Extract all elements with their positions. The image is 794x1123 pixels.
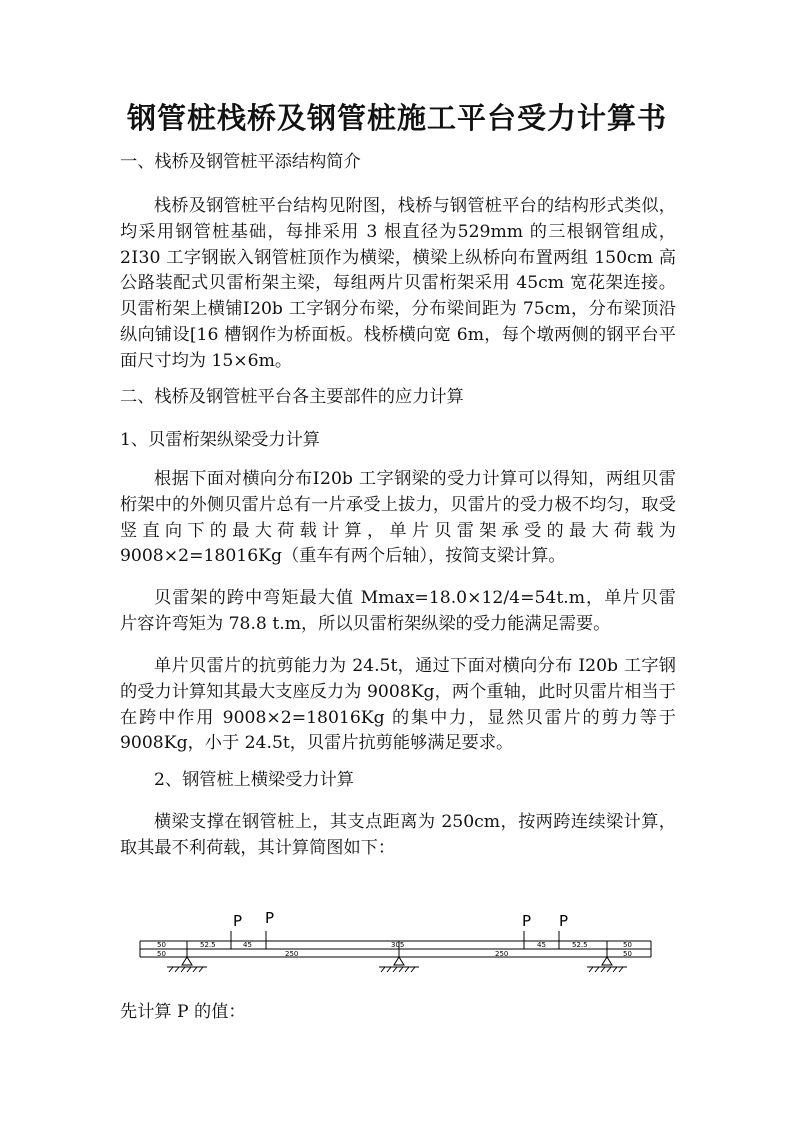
dim-top-7: 50	[623, 941, 632, 949]
dim-bottom-1: 50	[157, 950, 166, 958]
section-2-1-paragraph-3: 单片贝雷片的抗剪能力为 24.5t，通过下面对横向分布 I20b 工字钢的受力计算知其最大支座反力为 9008Kg，两个重轴，此时贝雷片相当于在跨中作用 9008×2=18016Kg 的集中力，显然贝雷片的剪力等于 9008Kg，小于 24.5t，贝雷片抗剪能够满足要求。	[120, 656, 676, 754]
section-2-heading: 二、栈桥及钢管桩平台各主要部件的应力计算	[120, 387, 464, 407]
section-2-1-paragraph-2: 贝雷架的跨中弯矩最大值 Mmax=18.0×12/4=54t.m，单片贝雷片容许弯矩为 78.8 t.m，所以贝雷桁架纵梁的受力能满足需要。	[120, 588, 676, 634]
dim-bottom-4: 50	[623, 950, 632, 958]
section-2-1-heading: 1、贝雷桁架纵梁受力计算	[120, 430, 320, 450]
dim-top-6: 52.5	[572, 941, 588, 949]
support-right	[587, 957, 627, 972]
section-2-2-heading: 2、钢管桩上横梁受力计算	[154, 770, 354, 790]
load-p-3: P	[522, 912, 532, 930]
dim-top-5: 45	[537, 941, 546, 949]
dim-top-4: 305	[391, 941, 405, 949]
section-1-paragraph: 栈桥及钢管桩平台结构见附图，栈桥与钢管桩平台的结构形式类似，均采用钢管桩基础，每排采用 3 根直径为529mm 的三根钢管组成，2Ⅰ30 工字钢嵌入钢管桩顶作为横梁，横梁上纵桥向布置两组 150cm 高公路装配式贝雷桁架主梁，每组两片贝雷桁架采用 45cm 宽花架连接。贝雷桁架上横铺Ⅰ20b 工字钢分布梁，分布梁间距为 75cm，分布梁顶沿纵向铺设[16 槽钢作为桥面板。栈桥横向宽 6m，每个墩两侧的钢平台平面尺寸均为 15×6m。	[120, 196, 676, 371]
dim-top-3: 45	[243, 941, 252, 949]
section-2-1-paragraph-1: 根据下面对横向分布Ⅰ20b 工字钢梁的受力计算可以得知，两组贝雷桁架中的外侧贝雷片总有一片承受上拔力，贝雷片的受力极不均匀，取受竖直向下的最大荷载计算，单片贝雷架承受的最大荷载为9008×2=18016Kg（重车有两个后轴），按简支梁计算。	[120, 469, 676, 567]
load-p-4: P	[559, 912, 569, 930]
calc-p-intro: 先计算 P 的值：	[120, 1002, 246, 1022]
supports	[167, 957, 627, 972]
section-2-2-paragraph: 横梁支撑在钢管桩上，其支点距离为 250cm，按两跨连续梁计算，取其最不利荷载，其计算简图如下：	[120, 812, 676, 858]
dim-top-2: 52.5	[200, 941, 216, 949]
document-title: 钢管桩栈桥及钢管桩施工平台受力计算书	[126, 101, 667, 135]
beam-load-diagram	[135, 905, 665, 975]
section-1-heading: 一、栈桥及钢管桩平添结构简介	[120, 152, 361, 172]
dim-bottom-2: 250	[285, 950, 299, 958]
dim-bottom-3: 250	[495, 950, 509, 958]
dim-top-1: 50	[157, 941, 166, 949]
load-p-1: P	[233, 912, 243, 930]
support-left	[167, 957, 207, 972]
load-p-2: P	[265, 909, 275, 927]
support-middle	[379, 957, 419, 972]
